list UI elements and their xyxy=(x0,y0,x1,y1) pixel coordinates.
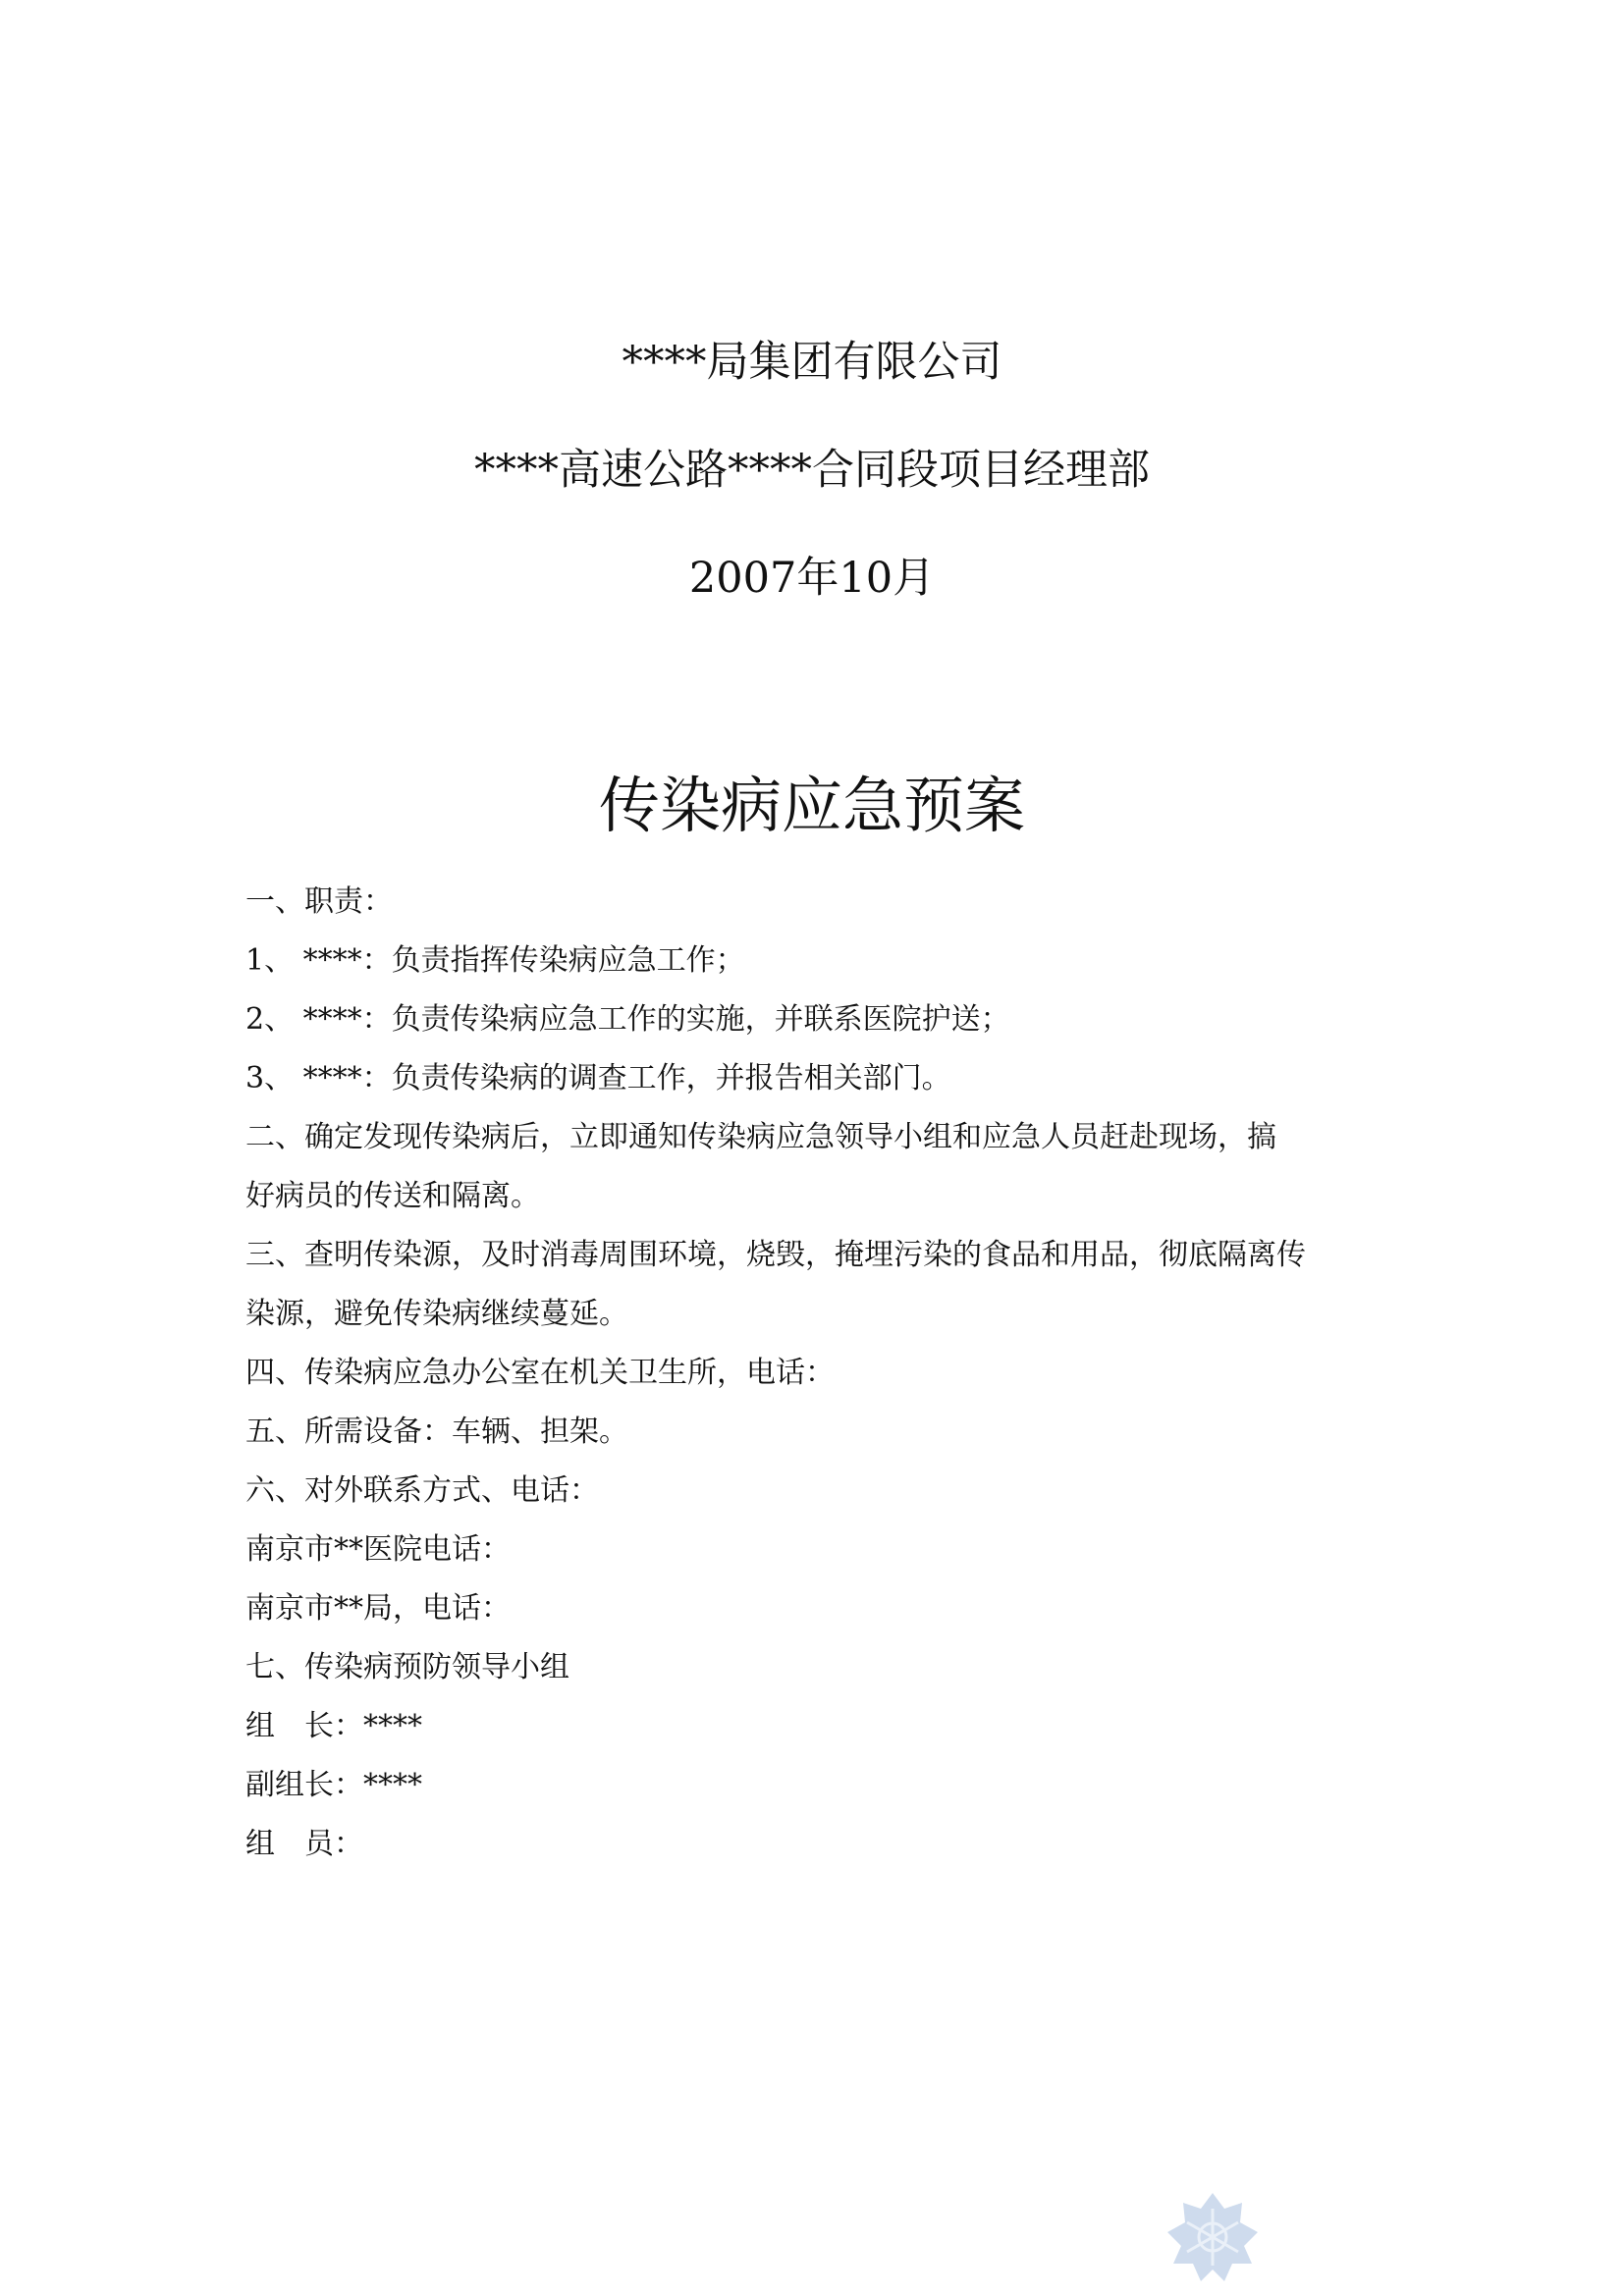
section-line: 1、 ****：负责指挥传染病应急工作； xyxy=(245,943,745,978)
section-line: 四、传染病应急办公室在机关卫生所，电话： xyxy=(245,1356,835,1390)
section-line: 二、确定发现传染病后，立即通知传染病应急领导小组和应急人员赶赴现场，搞 xyxy=(245,1120,1276,1154)
section-line: 组 员： xyxy=(245,1827,363,1861)
section-line: 组 长：**** xyxy=(245,1709,422,1743)
section-line: 一、职责： xyxy=(245,884,393,919)
section-line: 染源，避免传染病继续蔓延。 xyxy=(245,1297,628,1331)
section-line: 三、查明传染源，及时消毒周围环境，烧毁，掩埋污染的食品和用品，彻底隔离传 xyxy=(245,1238,1306,1272)
section-line: 南京市**局，电话： xyxy=(245,1591,511,1626)
section-line: 副组长：**** xyxy=(245,1768,422,1802)
section-line: 2、 ****：负责传染病应急工作的实施，并联系医院护送； xyxy=(245,1002,1010,1037)
section-line: 六、对外联系方式、电话： xyxy=(245,1473,599,1508)
document-date: 2007年10月 xyxy=(688,554,936,603)
snowflake-watermark-icon xyxy=(1164,2189,1262,2287)
section-line: 好病员的传送和隔离。 xyxy=(245,1179,540,1213)
section-line: 七、传染病预防领导小组 xyxy=(245,1650,569,1684)
document-title: 传染病应急预案 xyxy=(598,770,1025,841)
section-line: 南京市**医院电话： xyxy=(245,1532,511,1567)
section-line: 3、 ****：负责传染病的调查工作，并报告相关部门。 xyxy=(245,1061,951,1095)
section-line: 五、所需设备：车辆、担架。 xyxy=(245,1415,628,1449)
project-department: ****高速公路****合同段项目经理部 xyxy=(474,446,1150,495)
company-name: ****局集团有限公司 xyxy=(622,338,1002,387)
